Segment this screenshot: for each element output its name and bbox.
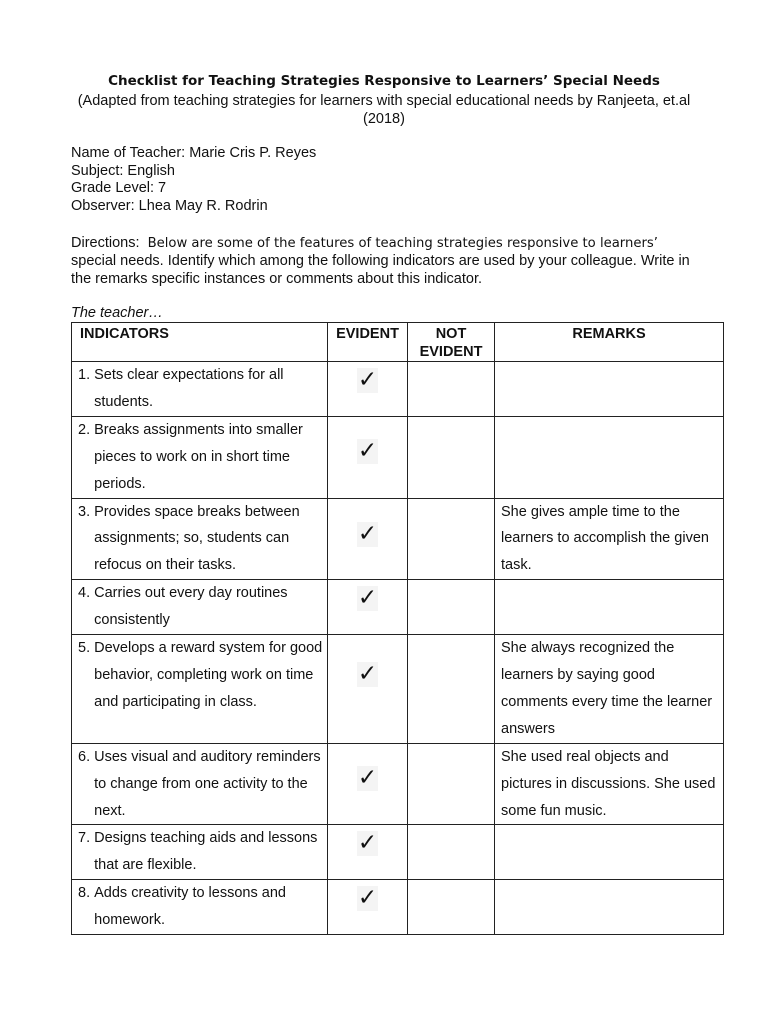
evident-cell [328, 880, 408, 935]
remarks-cell [495, 880, 724, 935]
indicator-cell [72, 635, 328, 744]
not-evident-cell [408, 880, 495, 935]
lead-in: The teacher… [71, 305, 163, 321]
table-row [72, 362, 724, 417]
remarks-cell: She always recognized the learners by saying good comments every time the learner answers [495, 635, 724, 744]
observer: Observer: Lhea May R. Rodrin [71, 198, 268, 215]
evident-cell [328, 498, 408, 580]
indicator-cell [72, 880, 328, 935]
teacher-info [71, 145, 316, 216]
table-row [72, 880, 724, 935]
indicator-text: Breaks assignments into smaller pieces to work on in short time periods. [94, 421, 303, 492]
checkmark-icon: ✓ [357, 437, 378, 464]
not-evident-cell [408, 635, 495, 744]
subject: Subject: English [71, 162, 175, 179]
indicator-cell [72, 416, 328, 498]
table-row [72, 743, 724, 825]
checkmark-icon: ✓ [357, 367, 378, 393]
indicator-number: 2. [78, 421, 91, 438]
table-row [72, 416, 724, 498]
evident-cell [328, 825, 408, 880]
remarks-cell [495, 825, 724, 880]
evident-cell [328, 362, 408, 417]
indicator-number: 8. [78, 885, 91, 902]
indicator-cell [72, 825, 328, 880]
directions-text-1: Below are some of the features of teaching strategies responsive to learners’ [147, 236, 658, 251]
remarks-cell [495, 416, 724, 498]
table-row [72, 580, 724, 635]
indicator-text: Sets clear expectations for all students. [94, 367, 284, 410]
checkmark-icon: ✓ [357, 764, 378, 791]
not-evident-cell [408, 362, 495, 417]
remarks-cell: She gives ample time to the learners to accomplish the given task. [495, 498, 724, 580]
checkmark-icon: ✓ [357, 661, 378, 688]
indicator-cell [72, 743, 328, 825]
indicator-text: Uses visual and auditory reminders to change from one activity to the next. [94, 748, 321, 819]
indicator-cell [72, 498, 328, 580]
table-row [72, 498, 724, 580]
indicator-number: 1. [78, 367, 91, 383]
indicator-number: 5. [78, 640, 91, 657]
indicator-number: 6. [78, 748, 91, 765]
not-evident-cell [408, 825, 495, 880]
header-not-evident: NOT EVIDENT [408, 323, 495, 362]
evident-cell [328, 580, 408, 635]
evident-cell [328, 416, 408, 498]
indicator-number: 7. [78, 830, 91, 847]
indicator-cell [72, 362, 328, 417]
directions [71, 235, 691, 288]
teacher-name: Name of Teacher: Marie Cris P. Reyes [71, 145, 317, 161]
indicator-number: 4. [78, 585, 91, 602]
checkmark-icon: ✓ [357, 520, 378, 547]
header-remarks: REMARKS [495, 323, 724, 362]
not-evident-cell [408, 498, 495, 580]
table-row [72, 825, 724, 880]
not-evident-cell [408, 580, 495, 635]
indicator-text: Provides space breaks between assignments; so, students can refocus on their tasks. [94, 503, 300, 574]
indicator-cell [72, 580, 328, 635]
evident-cell [328, 635, 408, 744]
not-evident-cell [408, 416, 495, 498]
indicator-number: 3. [78, 503, 91, 520]
not-evident-cell [408, 743, 495, 825]
indicator-text: Adds creativity to lessons and homework. [94, 885, 286, 929]
header-indicators: INDICATORS [72, 323, 328, 362]
remarks-cell [495, 362, 724, 417]
header-row [72, 323, 724, 362]
document-subtitle: (Adapted from teaching strategies for learners with special educational needs by Ranjeeta, et.al (2018) [77, 93, 691, 127]
grade-level: Grade Level: 7 [71, 180, 167, 197]
checklist-rows [72, 362, 724, 935]
remarks-cell: She used real objects and pictures in discussions. She used some fun music. [495, 743, 724, 825]
table-row [72, 635, 724, 744]
indicator-text: Carries out every day routines consistently [94, 585, 288, 629]
header-evident: EVIDENT [328, 323, 408, 362]
document-title: Checklist for Teaching Strategies Responsive to Learners’ Special Needs [108, 73, 660, 89]
directions-label: Directions: [71, 235, 140, 251]
checkmark-icon: ✓ [357, 885, 378, 912]
indicator-text: Designs teaching aids and lessons that are flexible. [94, 830, 318, 874]
indicator-text: Develops a reward system for good behavior, completing work on time and participating in class. [94, 640, 323, 710]
checkmark-icon: ✓ [357, 585, 378, 612]
directions-text-2: special needs. Identify which among the following indicators are used by your colleague. Write in the remarks specific instances or comments about this indicator. [71, 252, 690, 287]
evident-cell [328, 743, 408, 825]
checkmark-icon: ✓ [357, 830, 378, 857]
checklist-table [71, 322, 724, 935]
remarks-cell [495, 580, 724, 635]
